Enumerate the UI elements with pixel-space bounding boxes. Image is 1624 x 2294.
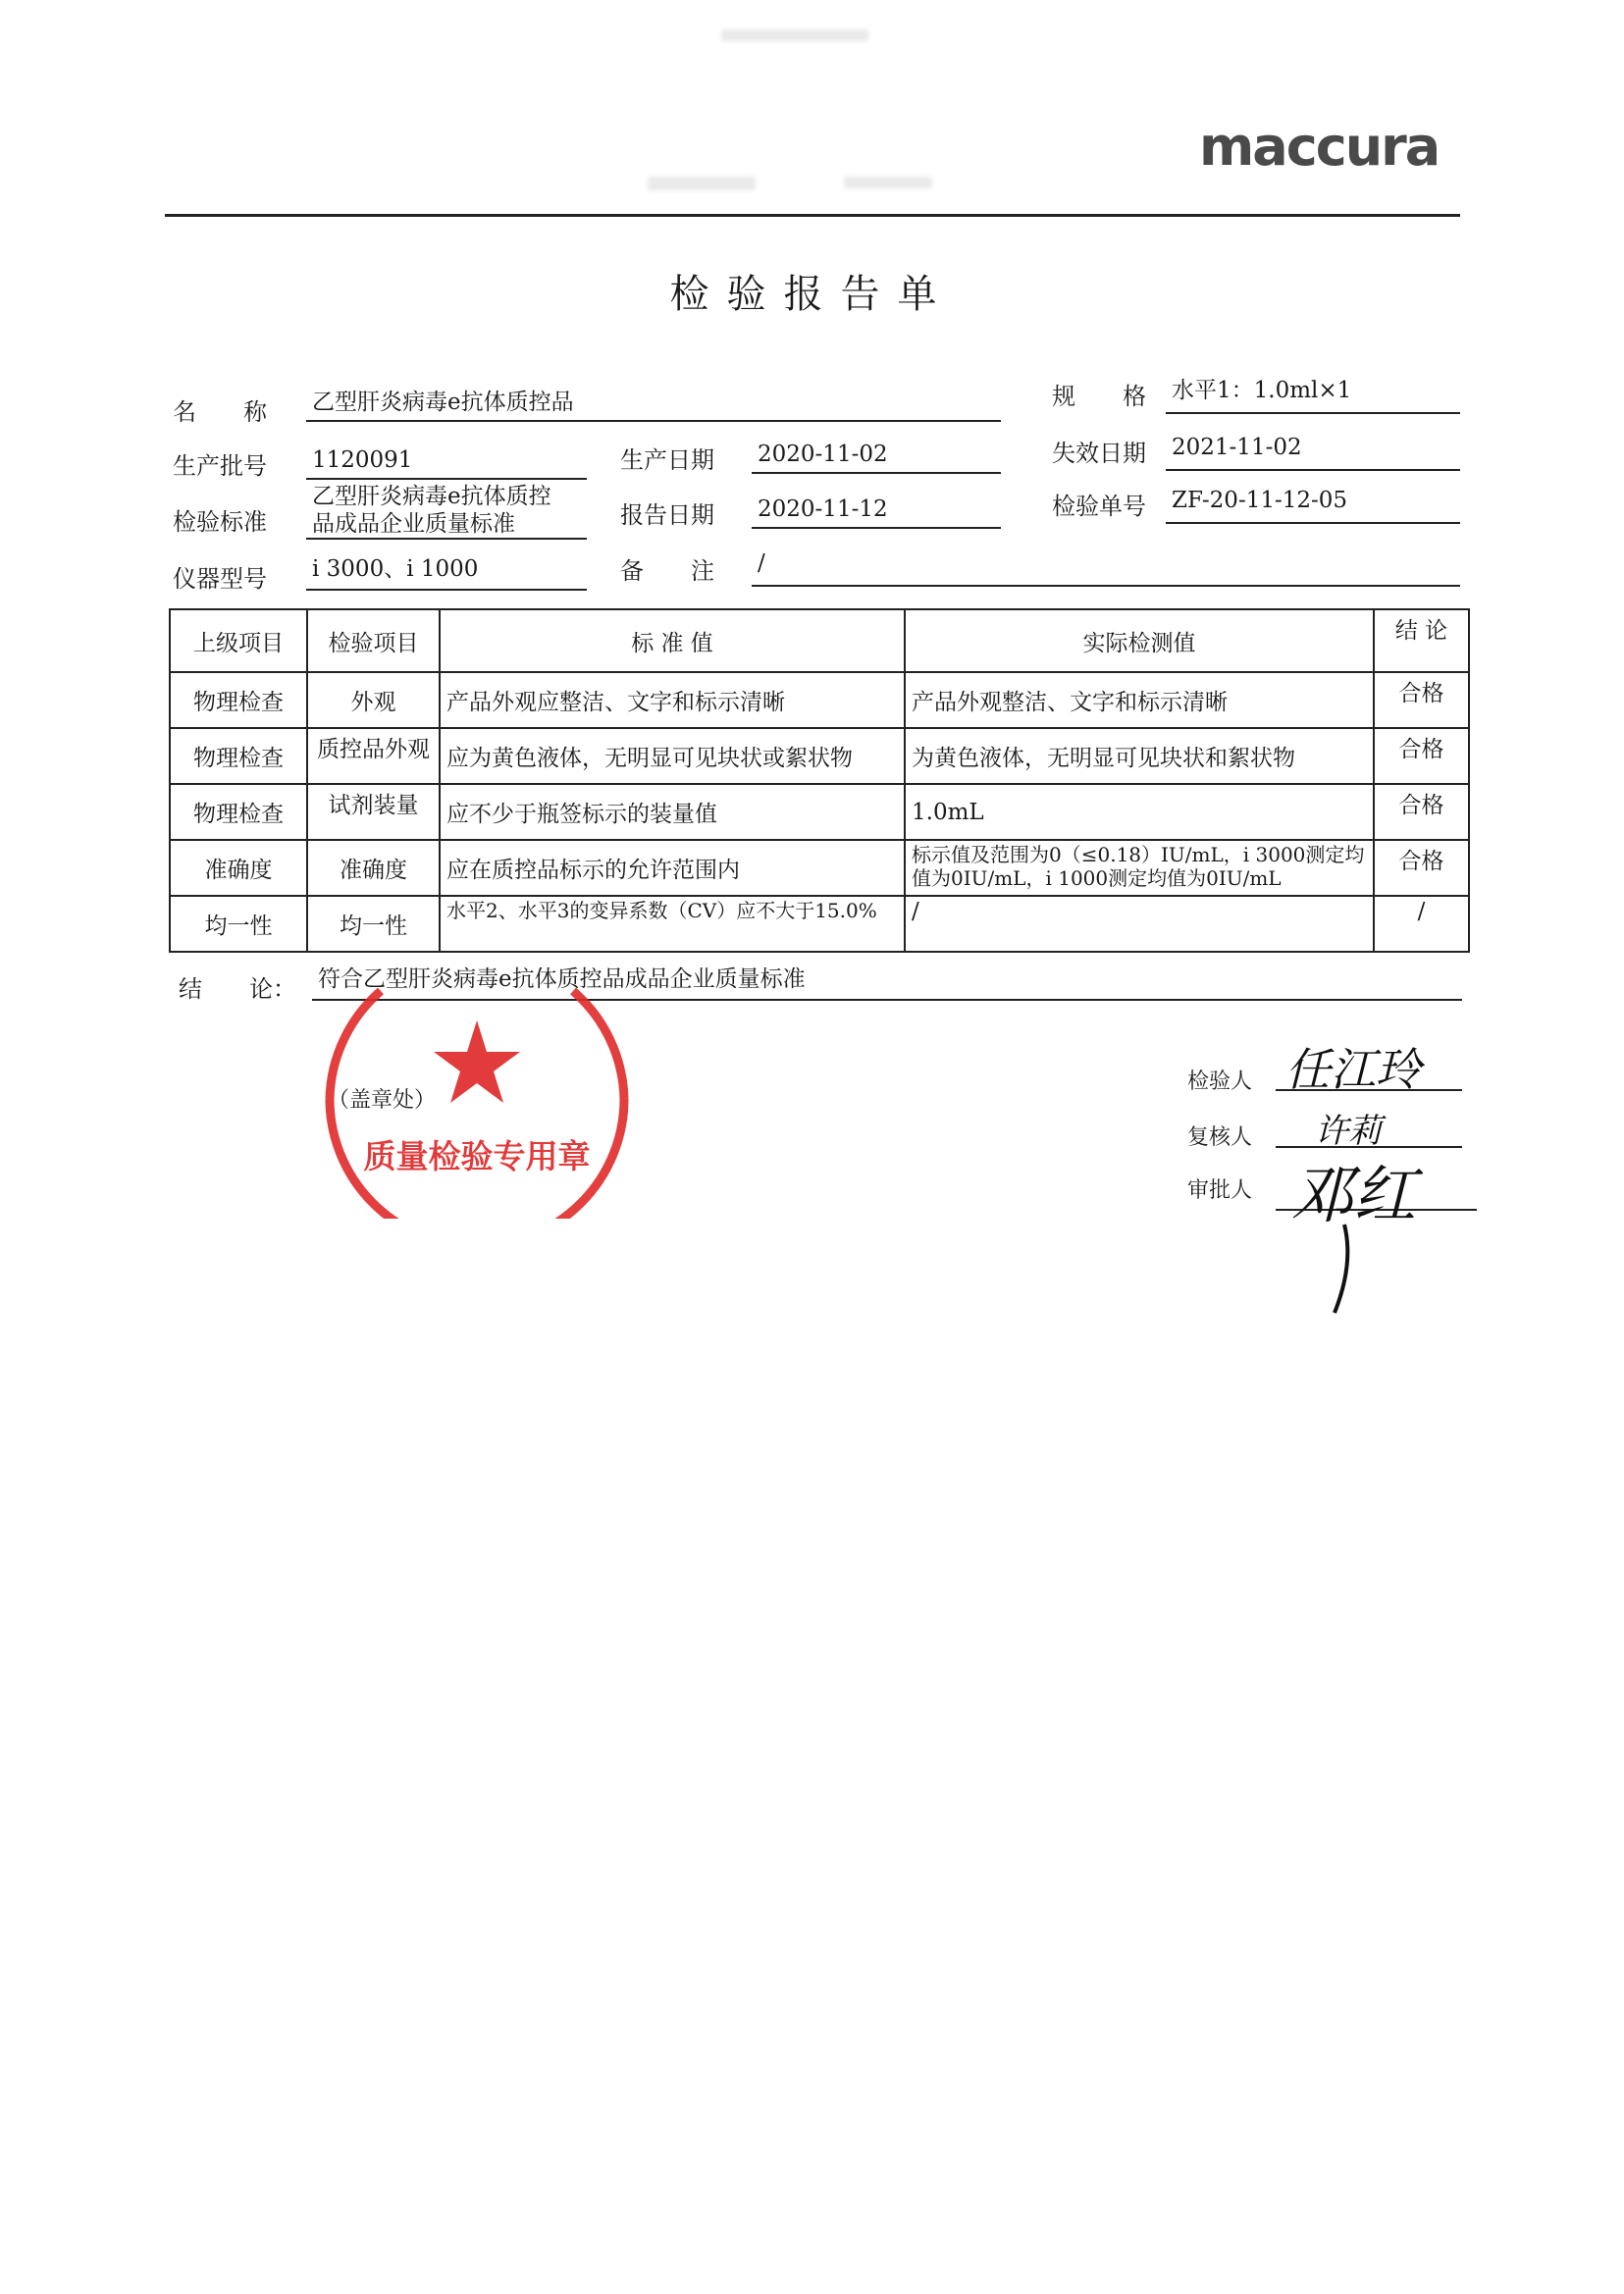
approver-signature	[1276, 1146, 1482, 1323]
batch-label: 生产批号	[173, 452, 267, 480]
remark-value: /	[752, 549, 1460, 587]
spec-label: 规 格	[1052, 383, 1146, 410]
cell-standard: 应为黄色液体，无明显可见块状或絮状物	[440, 728, 905, 784]
report-no-label: 检验单号	[1052, 493, 1146, 520]
table-row	[170, 896, 1469, 952]
cell-item: 试剂装量	[307, 784, 440, 840]
cell-conclusion: 合格	[1374, 672, 1469, 728]
standard-value-line1: 乙型肝炎病毒e抗体质控	[312, 484, 551, 509]
cell-item: 均一性	[307, 896, 440, 952]
table-row	[170, 840, 1469, 896]
exp-date-value: 2021-11-02	[1166, 434, 1460, 471]
inspector-signature-text: 任江玲	[1285, 1043, 1421, 1096]
standard-label: 检验标准	[173, 508, 267, 536]
cell-conclusion: /	[1374, 896, 1469, 952]
stamp-note: （盖章处）	[328, 1088, 437, 1113]
table-row	[170, 672, 1469, 728]
header-item: 检验项目	[307, 609, 440, 672]
table-header-row	[170, 609, 1469, 672]
name-label: 名 称	[173, 398, 267, 426]
approver-label: 审批人	[1187, 1178, 1253, 1203]
spec-value: 水平1：1.0ml×1	[1166, 377, 1460, 414]
standard-value-line2: 品成品企业质量标准	[312, 511, 515, 537]
cell-category: 物理检查	[170, 728, 307, 784]
cell-result: /	[905, 896, 1374, 952]
logo-text: maccura	[1199, 120, 1440, 178]
instrument-label: 仪器型号	[173, 565, 267, 593]
prod-date-value: 2020-11-02	[752, 441, 1001, 474]
exp-date-label: 失效日期	[1052, 440, 1146, 467]
report-no-value: ZF-20-11-12-05	[1166, 487, 1460, 524]
cell-result: 1.0mL	[905, 784, 1374, 840]
report-date-value: 2020-11-12	[752, 495, 1001, 529]
conclusion-text: 符合乙型肝炎病毒e抗体质控品成品企业质量标准	[312, 965, 1462, 1001]
remark-label: 备 注	[620, 557, 714, 585]
cell-item: 质控品外观	[307, 728, 440, 784]
reviewer-signature-text: 许莉	[1315, 1112, 1382, 1151]
instrument-value: i 3000、i 1000	[306, 555, 587, 591]
conclusion-label: 结 论：	[179, 975, 296, 1003]
standard-value	[306, 483, 587, 540]
cell-result: 产品外观整洁、文字和标示清晰	[905, 672, 1374, 728]
table-row	[170, 728, 1469, 784]
scan-mark	[648, 177, 756, 190]
table-row	[170, 784, 1469, 840]
cell-standard: 水平2、水平3的变异系数（CV）应不大于15.0%	[440, 896, 905, 952]
cell-item: 准确度	[307, 840, 440, 896]
header-category: 上级项目	[170, 609, 307, 672]
inspector-signature	[1276, 1038, 1462, 1097]
cell-category: 物理检查	[170, 784, 307, 840]
reviewer-label: 复核人	[1187, 1125, 1253, 1150]
cell-standard: 产品外观应整洁、文字和标示清晰	[440, 672, 905, 728]
inspector-label: 检验人	[1187, 1069, 1253, 1094]
cell-category: 物理检查	[170, 672, 307, 728]
scan-mark	[721, 29, 868, 41]
scan-mark	[844, 177, 932, 188]
approver-signature-text: 邓红	[1290, 1160, 1416, 1232]
results-table	[169, 608, 1470, 953]
cell-result: 标示值及范围为0（≤0.18）IU/mL，i 3000测定均值为0IU/mL，i 1000测定均值为0IU/mL	[905, 840, 1374, 896]
batch-value: 1120091	[306, 446, 587, 480]
stamp-star-icon	[434, 1020, 520, 1103]
cell-item: 外观	[307, 672, 440, 728]
stamp-text: 质量检验专用章	[363, 1137, 591, 1175]
cell-conclusion: 合格	[1374, 840, 1469, 896]
cell-category: 准确度	[170, 840, 307, 896]
cell-conclusion: 合格	[1374, 728, 1469, 784]
cell-category: 均一性	[170, 896, 307, 952]
header-standard: 标 准 值	[440, 609, 905, 672]
report-date-label: 报告日期	[620, 501, 714, 529]
maccura-logo	[1199, 120, 1464, 179]
cell-conclusion: 合格	[1374, 784, 1469, 840]
cell-standard: 应在质控品标示的允许范围内	[440, 840, 905, 896]
document-title: 检验报告单	[669, 272, 955, 317]
cell-standard: 应不少于瓶签标示的装量值	[440, 784, 905, 840]
prod-date-label: 生产日期	[620, 446, 714, 474]
header-rule	[165, 214, 1460, 217]
cell-result: 为黄色液体，无明显可见块状和絮状物	[905, 728, 1374, 784]
name-value: 乙型肝炎病毒e抗体质控品	[306, 389, 1001, 422]
header-result: 实际检测值	[905, 609, 1374, 672]
header-conclusion: 结 论	[1374, 609, 1469, 672]
